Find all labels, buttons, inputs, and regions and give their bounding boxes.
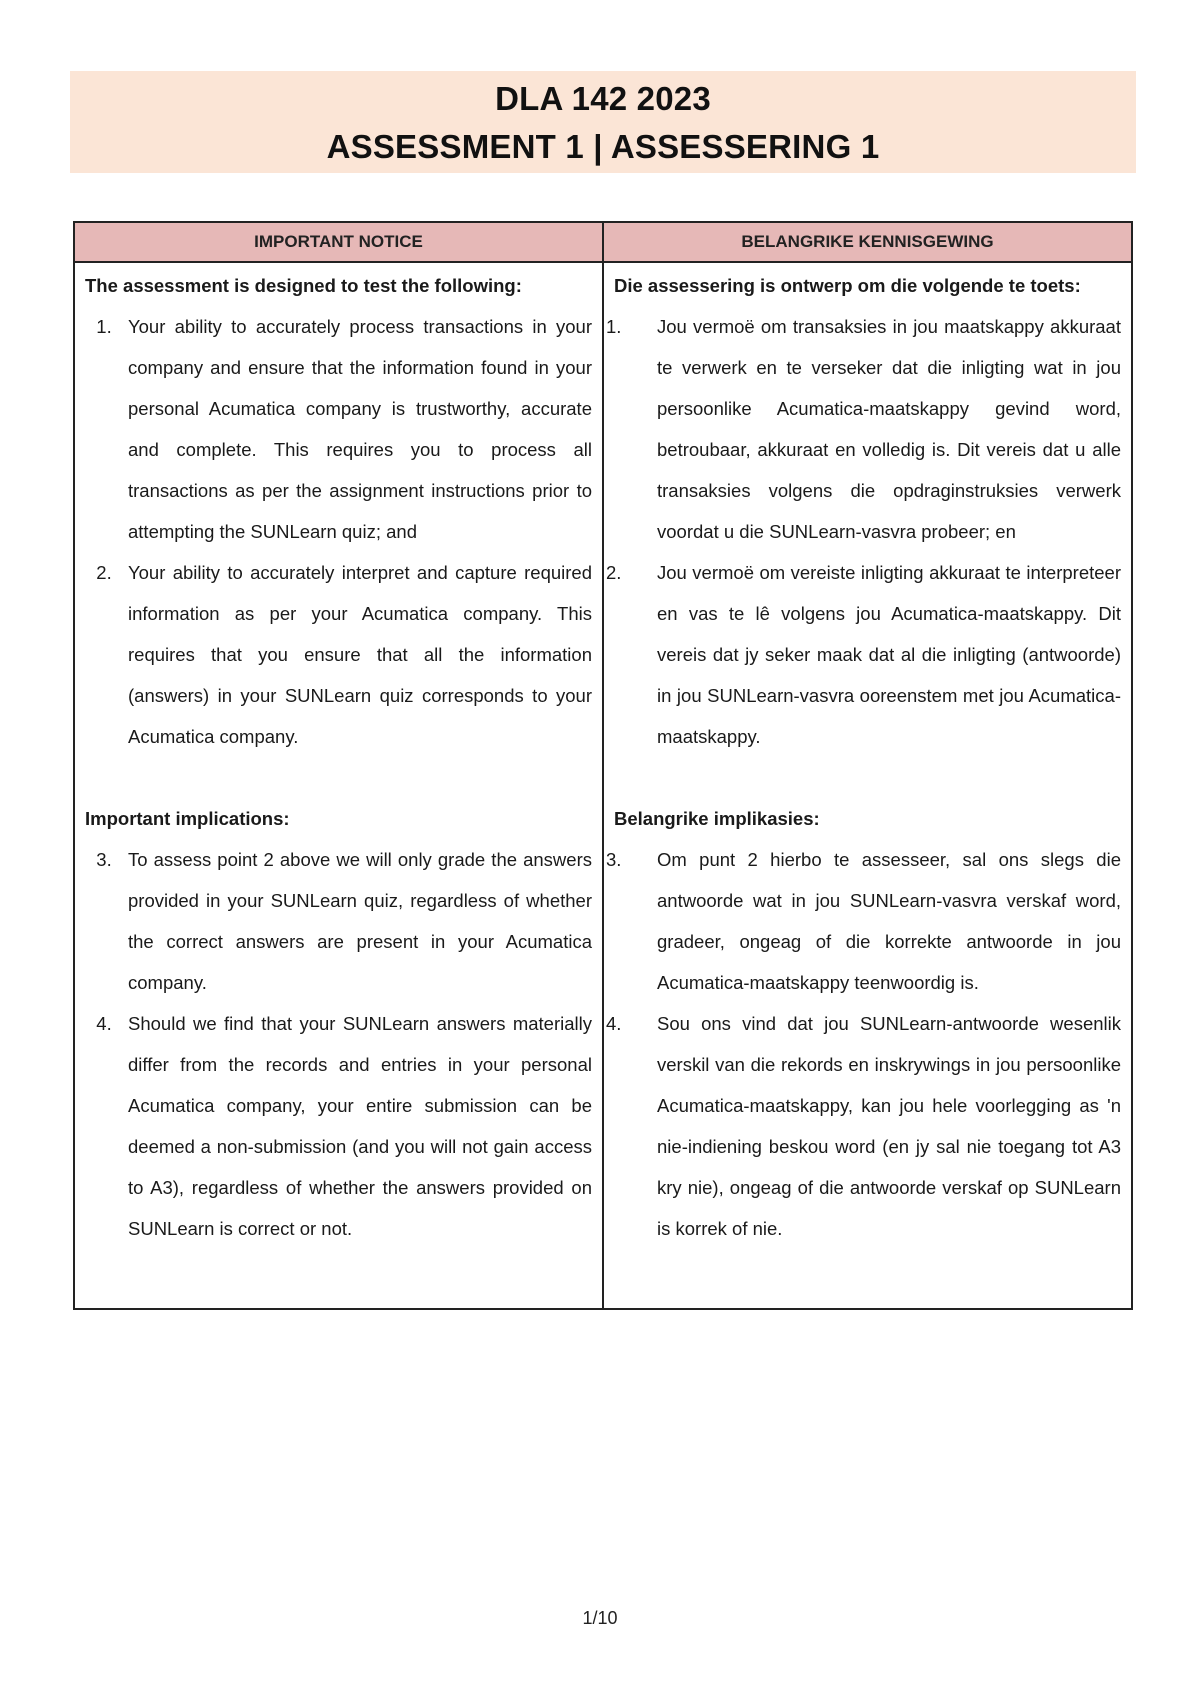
title-banner: [70, 71, 1136, 173]
right-column-header: BELANGRIKE KENNISGEWING: [603, 222, 1132, 262]
left-column-header: IMPORTANT NOTICE: [74, 222, 603, 262]
right-notice-cell: [603, 262, 1132, 1309]
list-text: Your ability to accurately process transactions in your company and ensure that the information found in your personal Acumatica company is trustworthy, accurate and complete. This requires you to process all transactions as per the assignment instructions prior to attempting the SUNLearn quiz; and: [128, 316, 592, 542]
list-text: Should we find that your SUNLearn answers materially differ from the records and entries in your personal Acumatica company, your entire submission can be deemed a non-submission (and you will not gain access to A3), regardless of whether the answers provided on SUNLearn is correct or not.: [128, 1013, 592, 1239]
list-number: 3.: [96, 849, 112, 870]
list-number: 3.: [606, 849, 622, 870]
list-number: 2.: [96, 562, 112, 583]
list-number: 2.: [606, 562, 622, 583]
list-item: [606, 552, 1121, 757]
right-implications-list: [606, 839, 1121, 1249]
list-number: 4.: [606, 1013, 622, 1034]
left-implications-heading: Important implications:: [85, 808, 290, 829]
list-text: Sou ons vind dat jou SUNLearn-antwoorde wesenlik verskil van die rekords en inskrywings in jou persoonlike Acumatica-maatskappy, kan jou hele voorlegging as 'n nie-indiening beskou word (en jy sal nie toegang tot A3 kry nie), ongeag of die antwoorde verskaf op SUNLearn is korrek of nie.: [657, 1013, 1121, 1239]
page-number: 1/10: [582, 1608, 618, 1628]
list-item: [85, 1003, 592, 1249]
list-item: [606, 306, 1121, 552]
right-intro: Die assessering is ontwerp om die volgende te toets:: [614, 275, 1081, 296]
notice-table: [73, 221, 1133, 1310]
document-title: DLA 142 2023: [495, 80, 711, 117]
right-test-list: [606, 306, 1121, 757]
list-number: 1.: [96, 316, 112, 337]
list-text: To assess point 2 above we will only grade the answers provided in your SUNLearn quiz, regardless of whether the correct answers are present in your Acumatica company.: [128, 849, 592, 993]
list-number: 4.: [96, 1013, 112, 1034]
list-item: [85, 306, 592, 552]
list-text: Jou vermoë om transaksies in jou maatskappy akkuraat te verwerk en te verseker dat die inligting wat in jou persoonlike Acumatica-maatskappy gevind word, betroubaar, akkuraat en volledig is. Dit vereis dat u alle transaksies volgens die opdraginstruksies verwerk voordat u die SUNLearn-vasvra probeer; en: [657, 316, 1121, 542]
list-text: Jou vermoë om vereiste inligting akkuraat te interpreteer en vas te lê volgens jou Acumatica-maatskappy. Dit vereis dat jy seker maak dat al die inligting (antwoorde) in jou SUNLearn-vasvra ooreenstem met jou Acumatica-maatskappy.: [657, 562, 1121, 747]
list-text: Om punt 2 hierbo te assesseer, sal ons slegs die antwoorde wat in jou SUNLearn-vasvra verskaf word, gradeer, ongeag of die korrekte antwoorde in jou Acumatica-maatskappy teenwoordig is.: [657, 849, 1121, 993]
left-implications-list: [85, 839, 592, 1249]
left-intro: The assessment is designed to test the following:: [85, 275, 522, 296]
left-test-list: [85, 306, 592, 757]
right-implications-heading: Belangrike implikasies:: [614, 808, 820, 829]
left-notice-cell: [74, 262, 603, 1309]
list-item: [606, 839, 1121, 1003]
list-text: Your ability to accurately interpret and capture required information as per your Acumatica company. This requires that you ensure that all the information (answers) in your SUNLearn quiz corresponds to your Acumatica company.: [128, 562, 592, 747]
list-item: [85, 839, 592, 1003]
list-item: [85, 552, 592, 757]
list-number: 1.: [606, 316, 622, 337]
list-item: [606, 1003, 1121, 1249]
document-subtitle: ASSESSMENT 1 | ASSESSERING 1: [326, 128, 880, 165]
